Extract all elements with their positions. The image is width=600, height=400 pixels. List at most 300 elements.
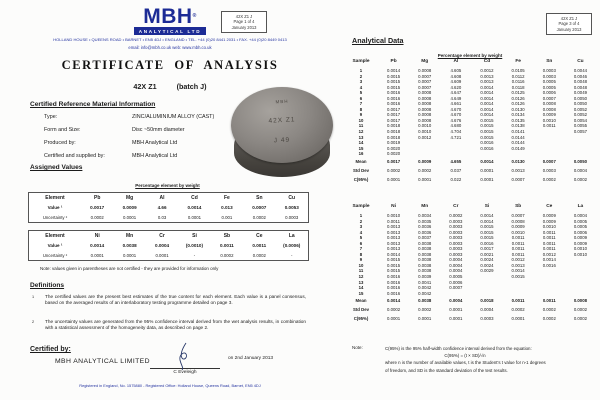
table-cell: 0.0007 bbox=[449, 285, 463, 291]
table-cell: Fe bbox=[515, 59, 521, 64]
table-cell: Sample bbox=[352, 204, 370, 209]
table-cell: 0.0038 bbox=[122, 243, 137, 248]
table-cell: Sn bbox=[546, 59, 553, 64]
table-cell: 0.0126 bbox=[511, 101, 525, 107]
table-cell: 0.0013 bbox=[386, 240, 401, 246]
table-cell: 12 bbox=[358, 274, 364, 280]
table-cell: 0.0024 bbox=[480, 262, 494, 268]
table-cell: 0.0002 bbox=[418, 168, 432, 173]
table-cell: 0.0048 bbox=[573, 84, 587, 90]
table-cell: 13 bbox=[358, 134, 364, 140]
table-cell: 0.0011 bbox=[511, 235, 525, 241]
table-cell: 2 bbox=[359, 73, 363, 79]
table-cell: Sb bbox=[223, 233, 231, 239]
table-cell: 0.0011 bbox=[542, 298, 556, 303]
table-cell: Std Dev bbox=[353, 168, 369, 173]
table-cell: Cd bbox=[483, 59, 491, 64]
table-cell: 0.0042 bbox=[418, 290, 432, 296]
table-cell: 0.0014 bbox=[386, 298, 401, 303]
table-cell: 0.0007 bbox=[418, 84, 432, 90]
table-cell: 0.0001 bbox=[123, 215, 137, 220]
sample-disc-photo bbox=[231, 87, 333, 183]
table-cell: 0.0038 bbox=[418, 262, 432, 268]
table-cell: 0.0008 bbox=[573, 298, 587, 303]
table-cell: Sb bbox=[515, 204, 522, 209]
table-cell: 0.0003 bbox=[449, 246, 463, 252]
table-cell: 0.0001 bbox=[418, 177, 432, 182]
table-cell: 0.0011 bbox=[511, 251, 525, 257]
table-cell: 0.0002 bbox=[542, 307, 556, 312]
table-cell bbox=[440, 291, 471, 297]
signatory-name: C Eveleigh bbox=[173, 370, 197, 375]
batch-label: (batch J) bbox=[176, 82, 207, 91]
table-cell: 0.0005 bbox=[573, 218, 587, 224]
table-cell: 0.0013 bbox=[480, 73, 494, 79]
table-cell: 4.605 bbox=[450, 68, 462, 73]
table-cell: 0.0015 bbox=[386, 268, 401, 274]
table-cell: 0.0118 bbox=[511, 84, 525, 90]
table-cell: 0.0016 bbox=[542, 262, 556, 268]
table-cell: 0.0038 bbox=[418, 251, 432, 257]
table-cell: 0.0035 bbox=[418, 218, 432, 224]
table-cell: 0.0011 bbox=[542, 235, 556, 241]
table-cell: 6 bbox=[359, 240, 363, 246]
table-cell: 0.0011 bbox=[387, 218, 400, 224]
analytical-table-1 bbox=[344, 68, 596, 157]
table-cell: 0.0010 bbox=[386, 213, 401, 218]
table-cell: Cu bbox=[577, 59, 584, 64]
table-cell: La bbox=[577, 204, 584, 209]
table-cell: 0.0002 bbox=[573, 307, 587, 312]
table-cell: 0.0134 bbox=[511, 112, 525, 118]
table-cell: 0.001 bbox=[221, 215, 233, 220]
table-cell: 0.0018 bbox=[386, 129, 401, 135]
table-cell: 0.0003 bbox=[449, 235, 463, 241]
signature bbox=[168, 341, 202, 371]
table-cell: 0.0014 bbox=[480, 213, 494, 218]
table-cell: 0.0004 bbox=[573, 213, 587, 218]
table-cell: 4.670 bbox=[450, 112, 462, 118]
table-cell: 0.0011 bbox=[542, 246, 556, 252]
table-cell: 0.0013 bbox=[386, 224, 401, 230]
table-cell: 0.0017 bbox=[90, 205, 105, 210]
table-cell: Value ¹ bbox=[47, 205, 63, 210]
table-cell: 0.0014 bbox=[542, 257, 556, 263]
table-cell: 0.0008 bbox=[418, 101, 432, 107]
table-cell: 0.0010 bbox=[573, 251, 587, 257]
table-cell: 0.0001 bbox=[155, 253, 169, 258]
table-cell: 0.0011 bbox=[220, 243, 234, 248]
table-cell bbox=[440, 151, 471, 157]
table-cell: 4 bbox=[359, 84, 363, 90]
table-cell: 4.670 bbox=[450, 106, 462, 112]
table-cell bbox=[534, 151, 565, 157]
table-cell: 0.0014 bbox=[480, 84, 494, 90]
equation: C(95%) = (t × SD)/√n bbox=[444, 353, 486, 359]
table-cell: 4.649 bbox=[450, 95, 462, 101]
table-cell: Std Dev bbox=[353, 307, 369, 312]
definitions-heading: Definitions bbox=[30, 282, 65, 289]
table-cell: 0.0009 bbox=[511, 224, 525, 230]
table-cell: 0.0116 bbox=[511, 79, 525, 85]
definition-item bbox=[32, 294, 306, 306]
table-cell: 0.0020 bbox=[386, 151, 401, 157]
table-cell: 0.0017 bbox=[386, 159, 401, 164]
table-cell: 0.0018 bbox=[386, 123, 401, 129]
table-cell: 0.0002 bbox=[220, 253, 234, 258]
table-cell: 0.0016 bbox=[480, 140, 494, 146]
table-cell: 4.721 bbox=[450, 134, 462, 140]
table-cell: 0.0016 bbox=[386, 279, 401, 285]
table-cell: 0.0038 bbox=[418, 257, 432, 263]
table-cell: MBH Analytical Ltd bbox=[132, 153, 178, 159]
product-code: 42X Z1 bbox=[133, 82, 157, 91]
table-row bbox=[29, 193, 308, 203]
table-cell: 7 bbox=[359, 246, 363, 252]
table-cell: 7 bbox=[359, 101, 363, 107]
table-row bbox=[29, 251, 308, 260]
table-cell: 0.0008 bbox=[418, 68, 432, 73]
table-cell: 0.0015 bbox=[386, 84, 401, 90]
table-cell: 0.0001 bbox=[449, 316, 463, 321]
table-cell: 0.0013 bbox=[511, 168, 525, 173]
table-cell: 0.0003 bbox=[449, 251, 463, 257]
table-cell: 9 bbox=[359, 112, 363, 118]
table-cell: 0.0013 bbox=[386, 246, 401, 252]
table-cell: 0.0003 bbox=[542, 73, 556, 79]
table-cell: 0.0002 bbox=[252, 215, 266, 220]
table-cell: 0.0015 bbox=[480, 123, 494, 129]
table-cell: 0.0003 bbox=[449, 229, 463, 235]
table-cell: 0.0149 bbox=[511, 145, 525, 151]
table-cell: 0.0001 bbox=[123, 253, 137, 258]
table-cell: (0.0010) bbox=[185, 243, 204, 248]
table-cell: 0.0007 bbox=[252, 205, 267, 210]
disc-top-face bbox=[231, 87, 333, 163]
table-cell: 0.0054 bbox=[573, 117, 587, 123]
table-header-row bbox=[29, 231, 308, 241]
table-cell: 0.0002 bbox=[542, 177, 556, 182]
table-cell: 0.0017 bbox=[386, 112, 401, 118]
table-cell: 0.0125 bbox=[511, 90, 525, 96]
stamp-date: January 2013 bbox=[231, 24, 257, 30]
table-cell: 0.0053 bbox=[284, 205, 299, 210]
table-cell: 0.0013 bbox=[480, 79, 494, 85]
table-cell: 0.0012 bbox=[542, 251, 556, 257]
table-cell: 0.0004 bbox=[449, 298, 463, 303]
percentage-caption-right: Percentage element by weight bbox=[437, 53, 503, 58]
analytical-data-heading: Analytical Data bbox=[352, 36, 404, 45]
table-cell: 16 bbox=[358, 151, 364, 157]
table-cell: Cr bbox=[453, 204, 459, 209]
table-cell: 0.0010 bbox=[418, 129, 432, 135]
table-cell: 0.0050 bbox=[573, 159, 587, 164]
table-cell: 0.0021 bbox=[480, 251, 494, 257]
table-cell: 0.0004 bbox=[449, 268, 463, 274]
table-cell: 0.0004 bbox=[573, 168, 587, 173]
table-cell bbox=[471, 151, 502, 157]
table-cell: 0.0002 bbox=[449, 213, 463, 218]
table-cell: 0.0130 bbox=[511, 106, 525, 112]
table-cell: 0.0015 bbox=[386, 73, 401, 79]
table-cell: Ce bbox=[256, 233, 263, 239]
signature-line bbox=[150, 351, 220, 369]
table-cell: 0.0050 bbox=[573, 95, 587, 101]
table-cell: 12 bbox=[358, 129, 364, 135]
table-cell: 0.0001 bbox=[386, 177, 401, 182]
table-cell: 0.022 bbox=[450, 177, 462, 182]
table-cell: 0.0001 bbox=[386, 316, 401, 321]
table-cell: Al bbox=[453, 59, 459, 64]
note-line: where n is the number of available values, t is the Student's t value for n-1 degrees bbox=[385, 360, 546, 366]
table-cell: Pb bbox=[94, 195, 101, 201]
table-cell: 0.0046 bbox=[573, 73, 587, 79]
table-cell: 2 bbox=[359, 218, 363, 224]
table-cell: 5 bbox=[359, 90, 363, 96]
analytical-table-1-header bbox=[344, 59, 596, 67]
note-line: of freedom, and SD is the standard deviation of the test results. bbox=[385, 367, 508, 373]
table-row bbox=[344, 291, 596, 297]
table-cell: 3 bbox=[359, 79, 363, 85]
table-cell: 0.0039 bbox=[418, 274, 432, 280]
table-cell bbox=[534, 291, 565, 297]
table-cell: 0.0009 bbox=[573, 235, 587, 241]
table-cell: 0.0015 bbox=[386, 262, 401, 268]
table-cell: 4.676 bbox=[450, 117, 462, 123]
table-cell: ZINC/ALUMINIUM ALLOY (CAST) bbox=[132, 114, 215, 120]
table-cell: 0.0011 bbox=[511, 240, 525, 246]
table-cell: 0.0016 bbox=[480, 145, 494, 151]
note-line: C(95%) is the 95% half-width confidence interval derived from the equation: bbox=[385, 346, 532, 351]
table-row bbox=[344, 159, 596, 168]
definition-text: The uncertainty values are generated from the 95% confidence interval derived from the wet analysis results, in combination with a statistical assessment of the homogeneity data, as described on page 2. bbox=[45, 319, 306, 331]
table-cell: 0.0013 bbox=[386, 235, 401, 241]
table-cell: 0.0005 bbox=[542, 84, 556, 90]
percentage-caption-left: Percentage element by weight bbox=[135, 183, 200, 188]
table-row bbox=[344, 151, 596, 157]
table-cell: - bbox=[291, 253, 293, 258]
definition-sup: 1 bbox=[32, 295, 35, 299]
table-cell: 0.0004 bbox=[449, 262, 463, 268]
table-cell: 1 bbox=[359, 213, 363, 218]
analytical-table-2 bbox=[344, 213, 596, 296]
parentheses-note: Note: values given in parentheses are not certified - they are provided for information only bbox=[40, 266, 219, 271]
table-cell: 0.0041 bbox=[418, 279, 432, 285]
table-cell: 0.0001 bbox=[449, 307, 463, 312]
table-cell: 0.0055 bbox=[573, 123, 587, 129]
table-cell: 0.0052 bbox=[573, 112, 587, 118]
table-cell: Ni bbox=[391, 204, 396, 209]
table-cell: 1 bbox=[359, 68, 363, 73]
table-row bbox=[29, 203, 308, 213]
table-cell: 0.0138 bbox=[511, 123, 525, 129]
table-cell: 0.0003 bbox=[542, 168, 556, 173]
table-row bbox=[29, 213, 308, 222]
table-cell: 0.0010 bbox=[511, 229, 525, 235]
table-cell: 0.0017 bbox=[386, 117, 401, 123]
table-cell: 0.0014 bbox=[480, 101, 494, 107]
table-cell: 0.0010 bbox=[573, 246, 587, 252]
table-cell: 0.0144 bbox=[511, 140, 525, 146]
assigned-table-1 bbox=[28, 192, 309, 223]
table-cell: Element bbox=[45, 195, 65, 201]
table-cell: 0.0003 bbox=[449, 218, 463, 224]
disc-marking: MBH bbox=[275, 98, 289, 105]
disc-marking: J 49 bbox=[273, 136, 291, 145]
table-cell: 0.0015 bbox=[386, 257, 401, 263]
table-cell: 11 bbox=[358, 268, 364, 274]
definition-text: The certified values are the present best estimates of the true content for each element. Each value is a panel consensus, based on the averaged results of an interlaboratory testing programme detailed on page 3. bbox=[45, 294, 306, 306]
table-cell: 10 bbox=[358, 262, 364, 268]
table-cell: 0.0126 bbox=[511, 95, 525, 101]
table-cell: 0.0038 bbox=[418, 268, 432, 274]
table-cell: - bbox=[193, 253, 196, 258]
table-cell: 0.0038 bbox=[418, 298, 432, 303]
table-cell: 0.0038 bbox=[418, 240, 432, 246]
table-cell: 0.013 bbox=[221, 205, 233, 210]
assigned-values-heading: Assigned Values bbox=[30, 164, 83, 171]
table-cell: 4.647 bbox=[450, 90, 462, 96]
table-cell: 13 bbox=[358, 279, 364, 285]
table-cell: 0.0049 bbox=[573, 90, 587, 96]
table-row bbox=[344, 168, 596, 177]
table-cell: 0.0009 bbox=[542, 112, 556, 118]
table-cell: La bbox=[288, 233, 295, 239]
table-cell: 0.0014 bbox=[480, 218, 494, 224]
table-cell: 0.0013 bbox=[386, 229, 401, 235]
table-cell: 0.0006 bbox=[573, 229, 587, 235]
table-cell bbox=[409, 151, 440, 157]
table-cell: Value ¹ bbox=[47, 243, 63, 248]
table-cell: 0.0057 bbox=[573, 129, 587, 135]
table-cell: 0.0002 bbox=[386, 168, 401, 173]
table-cell: 9 bbox=[359, 257, 363, 263]
table-cell: 0.0007 bbox=[542, 159, 556, 164]
table-cell: 0.0038 bbox=[418, 246, 432, 252]
table-cell: 0.0037 bbox=[418, 235, 432, 241]
table-row bbox=[344, 204, 596, 212]
table-cell: 0.0002 bbox=[252, 253, 266, 258]
table-cell: 0.0008 bbox=[542, 101, 556, 107]
analytical-table-2-header bbox=[344, 204, 596, 212]
table-cell: 0.0014 bbox=[90, 243, 105, 248]
table-cell: 0.0042 bbox=[418, 285, 432, 291]
table-cell: 4.620 bbox=[450, 84, 462, 90]
table-cell: 0.0003 bbox=[542, 68, 556, 73]
table-cell: 4.609 bbox=[450, 79, 462, 85]
stamp-date: January 2013 bbox=[556, 26, 582, 32]
table-cell: 0.0144 bbox=[511, 134, 525, 140]
definition-item bbox=[32, 319, 306, 331]
table-cell: 0.0011 bbox=[542, 123, 556, 129]
table-cell: 8 bbox=[359, 106, 363, 112]
table-cell: 0.0015 bbox=[480, 134, 494, 140]
disc-marking: 42X Z1 bbox=[268, 116, 296, 125]
certified-by-heading: Certified by: bbox=[30, 346, 71, 353]
table-cell: 0.0009 bbox=[542, 218, 556, 224]
table-cell: 0.0011 bbox=[542, 240, 556, 246]
table-cell: 0.0017 bbox=[386, 106, 401, 112]
table-cell: Mn bbox=[126, 233, 134, 239]
table-cell bbox=[565, 291, 596, 297]
table-cell: 0.0014 bbox=[187, 205, 202, 210]
table-cell: 0.0009 bbox=[122, 205, 137, 210]
table-cell: 0.0002 bbox=[418, 307, 432, 312]
table-cell: 4 bbox=[359, 229, 363, 235]
table-cell: 0.0024 bbox=[480, 257, 494, 263]
table-cell: 0.0010 bbox=[418, 123, 432, 129]
table-row bbox=[344, 177, 596, 186]
table-cell: Fe bbox=[223, 195, 230, 201]
table-cell bbox=[503, 291, 534, 297]
table-cell: 0.0008 bbox=[418, 112, 432, 118]
table-cell: Disc ~50mm diameter bbox=[132, 127, 185, 133]
table-cell: 0.0036 bbox=[418, 229, 432, 235]
table-cell: 0.0016 bbox=[386, 90, 401, 96]
table-cell: 0.0052 bbox=[573, 106, 587, 112]
table-body bbox=[29, 241, 308, 260]
table-cell: 0.0002 bbox=[573, 177, 587, 182]
table-cell: 0.0012 bbox=[418, 134, 432, 140]
stamp-box-page3 bbox=[546, 13, 592, 35]
table-cell: 0.0011 bbox=[252, 243, 267, 248]
table-cell: 0.0016 bbox=[386, 101, 401, 107]
table-cell: 0.0014 bbox=[386, 251, 401, 257]
table-cell bbox=[565, 151, 596, 157]
table-cell: 0.0007 bbox=[542, 95, 556, 101]
table-cell: Pb bbox=[390, 59, 397, 64]
table-cell: 0.0008 bbox=[418, 95, 432, 101]
table-cell: 0.0015 bbox=[511, 274, 525, 280]
table-cell: 0.0002 bbox=[386, 307, 401, 312]
table-row bbox=[344, 316, 596, 325]
table-cell: 0.0014 bbox=[480, 90, 494, 96]
table-cell: 0.0001 bbox=[511, 316, 525, 321]
table-cell: 0.0008 bbox=[418, 106, 432, 112]
mbh-logo-text: MBH® bbox=[143, 5, 197, 28]
table-cell: C(95%) bbox=[353, 316, 369, 321]
table-cell: 0.0001 bbox=[90, 253, 104, 258]
stamp-product: 42X Z1 J bbox=[560, 15, 578, 21]
table-cell: C(95%) bbox=[353, 177, 369, 182]
table-cell: 0.0002 bbox=[542, 316, 556, 321]
table-cell: 0.0016 bbox=[386, 274, 401, 280]
table-cell: 0.0048 bbox=[573, 79, 587, 85]
table-cell: 0.0029 bbox=[480, 268, 494, 274]
table-cell: 0.0016 bbox=[386, 285, 401, 291]
table-cell: 0.0004 bbox=[480, 307, 494, 312]
table-cell: 0.0044 bbox=[573, 68, 587, 73]
table-cell: Si bbox=[484, 204, 490, 209]
table-row bbox=[29, 241, 308, 251]
table-cell: Form and Size: bbox=[44, 127, 81, 133]
table-cell: 0.0003 bbox=[285, 215, 299, 220]
table-cell: 0.0016 bbox=[386, 95, 401, 101]
table-cell: 0.0007 bbox=[418, 73, 432, 79]
table-row bbox=[344, 307, 596, 316]
table-cell: Ce bbox=[546, 204, 553, 209]
table-cell: 0.0003 bbox=[449, 240, 463, 246]
table-cell: 0.03 bbox=[157, 215, 167, 220]
table-cell: MBH Analytical Ltd bbox=[132, 140, 178, 146]
table-cell: 0.0003 bbox=[449, 224, 463, 230]
table-cell: Cd bbox=[191, 195, 198, 201]
table-cell: 11 bbox=[358, 123, 364, 129]
table-row bbox=[29, 231, 308, 241]
table-cell: 15 bbox=[358, 145, 364, 151]
table-cell: 0.0036 bbox=[418, 224, 432, 230]
table-body bbox=[29, 203, 308, 222]
